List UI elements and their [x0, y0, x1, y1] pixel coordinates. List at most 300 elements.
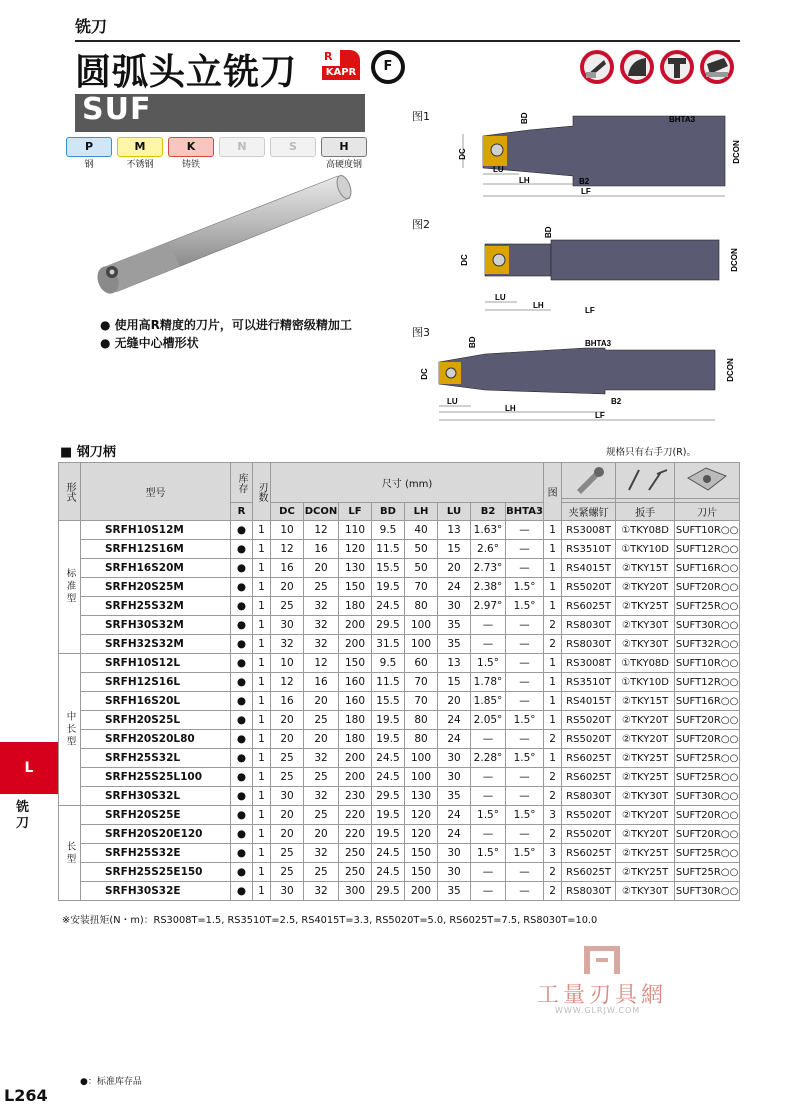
model-cell: SRFH10S12M — [81, 521, 231, 540]
table-cell: SUFT20R○○ — [675, 578, 740, 597]
table-cell: 70 — [405, 692, 438, 711]
table-cell: — — [506, 540, 544, 559]
model-cell: SRFH20S25E — [81, 806, 231, 825]
table-cell: 20 — [304, 559, 339, 578]
table-cell: ②TKY25T — [616, 597, 675, 616]
table-cell: ②TKY20T — [616, 730, 675, 749]
table-cell: ● — [231, 597, 253, 616]
watermark-url: WWW.GLRJW.COM — [555, 1006, 641, 1015]
table-cell: — — [506, 768, 544, 787]
table-cell: 29.5 — [372, 787, 405, 806]
header-col-b2: B2 — [471, 503, 506, 521]
header-col-dcon: DCON — [304, 503, 339, 521]
table-cell: 2.73° — [471, 559, 506, 578]
table-cell: 20 — [271, 578, 304, 597]
fig2-lu: LU — [495, 293, 506, 302]
table-cell: 1 — [253, 711, 271, 730]
table-cell: 30 — [438, 749, 471, 768]
section-label: 铣刀 — [75, 17, 108, 36]
material-m: M — [117, 137, 163, 157]
table-cell: RS6025T — [562, 863, 616, 882]
model-cell: SRFH20S25M — [81, 578, 231, 597]
model-cell: SRFH16S20L — [81, 692, 231, 711]
table-cell: 120 — [339, 540, 372, 559]
table-cell: RS8030T — [562, 635, 616, 654]
table-cell: 15 — [438, 673, 471, 692]
table-cell: 3 — [544, 844, 562, 863]
fig3-bd: BD — [468, 336, 477, 348]
table-row — [59, 521, 740, 540]
material-label-m: 不锈钢 — [126, 160, 154, 170]
top-rule — [75, 40, 740, 42]
table-cell: 19.5 — [372, 730, 405, 749]
fig3-dc: DC — [420, 368, 429, 380]
table-cell: RS6025T — [562, 768, 616, 787]
table-cell: 1 — [253, 597, 271, 616]
table-cell: 2 — [544, 616, 562, 635]
table-cell: 32 — [271, 635, 304, 654]
table-cell: 120 — [405, 806, 438, 825]
table-cell: RS6025T — [562, 749, 616, 768]
table-cell: 60 — [405, 654, 438, 673]
table-cell: 24.5 — [372, 844, 405, 863]
header-col-bd: BD — [372, 503, 405, 521]
table-cell: 250 — [339, 844, 372, 863]
table-cell: 10 — [271, 521, 304, 540]
series-name: SUF — [82, 92, 152, 127]
table-cell: 1.5° — [471, 844, 506, 863]
table-cell: 24.5 — [372, 768, 405, 787]
table-cell: 200 — [405, 882, 438, 901]
table-cell: 30 — [438, 844, 471, 863]
table-cell: 1.63° — [471, 521, 506, 540]
fig2-dc: DC — [460, 254, 469, 266]
material-label-k: 铸铁 — [181, 160, 200, 170]
insert-icon — [682, 464, 732, 494]
table-cell: RS3510T — [562, 673, 616, 692]
figure-2-drawing — [455, 224, 755, 314]
table-row — [59, 692, 740, 711]
fig3-bhta3: BHTA3 — [585, 339, 612, 348]
table-cell: 1.5° — [506, 806, 544, 825]
fig2-bd: BD — [544, 226, 553, 238]
table-cell: — — [506, 692, 544, 711]
table-cell: 100 — [405, 749, 438, 768]
table-cell: ②TKY20T — [616, 806, 675, 825]
table-cell: — — [471, 787, 506, 806]
table-cell: 150 — [405, 863, 438, 882]
table-cell: 25 — [304, 578, 339, 597]
table-cell: 11.5 — [372, 673, 405, 692]
fig1-bd: BD — [520, 112, 529, 124]
table-cell: 9.5 — [372, 521, 405, 540]
finishing-icon — [371, 50, 405, 84]
table-cell: 1 — [544, 692, 562, 711]
table-cell: 25 — [304, 711, 339, 730]
table-cell: ● — [231, 768, 253, 787]
table-cell: 15 — [438, 540, 471, 559]
model-cell: SRFH20S25L — [81, 711, 231, 730]
table-cell: 35 — [438, 616, 471, 635]
table-cell: 13 — [438, 654, 471, 673]
table-cell: 250 — [339, 863, 372, 882]
table-cell: 12 — [271, 540, 304, 559]
table-cell: ● — [231, 578, 253, 597]
table-cell: RS8030T — [562, 882, 616, 901]
table-cell: 1 — [253, 578, 271, 597]
table-cell: 50 — [405, 559, 438, 578]
table-cell: 24 — [438, 806, 471, 825]
table-cell: 2.05° — [471, 711, 506, 730]
material-k: K — [168, 137, 214, 157]
table-cell: 16 — [304, 673, 339, 692]
table-cell: 1 — [544, 578, 562, 597]
header-screw: 夹紧螺钉 — [562, 503, 616, 521]
table-cell: 100 — [405, 635, 438, 654]
table-cell: 25 — [304, 863, 339, 882]
header-col-lh: LH — [405, 503, 438, 521]
table-cell: 200 — [339, 749, 372, 768]
table-cell: ②TKY20T — [616, 711, 675, 730]
table-cell: 35 — [438, 882, 471, 901]
table-cell: — — [506, 882, 544, 901]
table-row — [59, 635, 740, 654]
table-cell: 160 — [339, 692, 372, 711]
table-cell: ● — [231, 654, 253, 673]
table-cell: ● — [231, 616, 253, 635]
table-cell: ● — [231, 730, 253, 749]
table-cell: 24 — [438, 730, 471, 749]
table-cell: ②TKY25T — [616, 844, 675, 863]
fig2-dcon: DCON — [730, 248, 739, 272]
table-cell: 150 — [339, 654, 372, 673]
fig2-lf: LF — [585, 306, 595, 315]
table-cell: ②TKY20T — [616, 825, 675, 844]
fig3-b2: B2 — [611, 397, 622, 406]
table-cell: — — [506, 673, 544, 692]
header-col-dc: DC — [271, 503, 304, 521]
table-cell: 1.5° — [506, 597, 544, 616]
table-cell: 30 — [271, 787, 304, 806]
table-cell: ● — [231, 787, 253, 806]
table-cell: 1 — [253, 521, 271, 540]
figure-3-label: 图3 — [412, 326, 430, 339]
table-cell: ● — [231, 521, 253, 540]
table-cell: 25 — [271, 863, 304, 882]
table-cell: RS3008T — [562, 521, 616, 540]
table-cell: 25 — [304, 806, 339, 825]
table-cell: — — [506, 559, 544, 578]
table-cell: 1 — [253, 730, 271, 749]
table-cell: ● — [231, 673, 253, 692]
fig1-lu: LU — [493, 165, 504, 174]
table-cell: 1 — [253, 749, 271, 768]
table-cell: RS3008T — [562, 654, 616, 673]
table-cell: ②TKY30T — [616, 616, 675, 635]
table-cell: ● — [231, 825, 253, 844]
table-cell: 2.6° — [471, 540, 506, 559]
table-cell: ● — [231, 844, 253, 863]
table-cell: 15.5 — [372, 559, 405, 578]
table-cell: SUFT20R○○ — [675, 806, 740, 825]
kapr-r: R — [324, 50, 333, 63]
table-cell: 32 — [304, 597, 339, 616]
table-cell: 80 — [405, 730, 438, 749]
table-cell: 300 — [339, 882, 372, 901]
header-col-lf: LF — [339, 503, 372, 521]
finishing-icon-label: F — [375, 54, 401, 80]
table-cell: 29.5 — [372, 616, 405, 635]
table-cell: RS4015T — [562, 692, 616, 711]
feature-2: ● 无缝中心槽形状 — [100, 336, 199, 350]
table-cell: 1 — [253, 825, 271, 844]
table-cell: 40 — [405, 521, 438, 540]
table-cell: 20 — [271, 825, 304, 844]
table-cell: 20 — [438, 559, 471, 578]
model-cell: SRFH20S20E120 — [81, 825, 231, 844]
table-cell: RS8030T — [562, 787, 616, 806]
table-cell: SUFT20R○○ — [675, 825, 740, 844]
table-cell: 120 — [405, 825, 438, 844]
table-cell: 19.5 — [372, 711, 405, 730]
table-cell: 35 — [438, 787, 471, 806]
table-cell: ②TKY30T — [616, 882, 675, 901]
table-cell: — — [471, 635, 506, 654]
table-cell: 1 — [544, 749, 562, 768]
table-cell: 32 — [304, 635, 339, 654]
table-cell: ②TKY30T — [616, 787, 675, 806]
table-cell: 31.5 — [372, 635, 405, 654]
model-cell: SRFH25S32L — [81, 749, 231, 768]
table-cell: 15.5 — [372, 692, 405, 711]
table-cell: ①TKY08D — [616, 521, 675, 540]
table-cell: SUFT32R○○ — [675, 635, 740, 654]
model-cell: SRFH25S25E150 — [81, 863, 231, 882]
table-cell: SUFT12R○○ — [675, 540, 740, 559]
table-cell: 19.5 — [372, 825, 405, 844]
table-cell: SUFT25R○○ — [675, 597, 740, 616]
table-cell: RS5020T — [562, 711, 616, 730]
table-cell: 220 — [339, 825, 372, 844]
table-cell: — — [471, 768, 506, 787]
fig3-lu: LU — [447, 397, 458, 406]
table-cell: 200 — [339, 768, 372, 787]
table-cell: SUFT25R○○ — [675, 863, 740, 882]
insert-icon-cell — [675, 463, 740, 499]
table-cell: RS3510T — [562, 540, 616, 559]
table-cell: 1.5° — [506, 844, 544, 863]
table-cell: RS5020T — [562, 806, 616, 825]
material-s: S — [270, 137, 316, 157]
table-cell: 70 — [405, 673, 438, 692]
table-cell: 24 — [438, 825, 471, 844]
model-cell: SRFH16S20M — [81, 559, 231, 578]
table-cell: 25 — [271, 749, 304, 768]
table-cell: 30 — [271, 616, 304, 635]
material-p: P — [66, 137, 112, 157]
header-wrench: 扳手 — [616, 503, 675, 521]
table-cell: SUFT30R○○ — [675, 787, 740, 806]
table-cell: — — [506, 635, 544, 654]
table-cell: 1 — [253, 559, 271, 578]
table-cell: SUFT10R○○ — [675, 521, 740, 540]
table-cell: 1 — [253, 787, 271, 806]
table-row — [59, 616, 740, 635]
table-cell: ①TKY10D — [616, 673, 675, 692]
side-tab-label: 铣刀 — [16, 800, 30, 831]
table-row — [59, 825, 740, 844]
table-cell: ②TKY25T — [616, 863, 675, 882]
table-cell: 2 — [544, 863, 562, 882]
table-cell: 12 — [304, 521, 339, 540]
table-note: 规格只有右手刀(R)。 — [606, 447, 697, 458]
torque-footnote: ※安装扭矩(N・m)：RS3008T=1.5, RS3510T=2.5, RS4015T=3.3, RS5020T=5.0, RS6025T=7.5, RS8030T=10.0 — [62, 915, 598, 926]
table-cell: — — [506, 616, 544, 635]
table-cell: 1.5° — [471, 806, 506, 825]
table-cell: 1 — [544, 673, 562, 692]
table-cell: 2.28° — [471, 749, 506, 768]
table-cell: ● — [231, 806, 253, 825]
table-cell: 1.5° — [506, 749, 544, 768]
table-cell: 130 — [339, 559, 372, 578]
table-cell: 2.38° — [471, 578, 506, 597]
table-row — [59, 787, 740, 806]
table-cell: 1 — [253, 844, 271, 863]
watermark-logo — [580, 944, 624, 978]
table-cell: 24 — [438, 711, 471, 730]
table-cell: 160 — [339, 673, 372, 692]
header-model: 型号 — [81, 463, 231, 521]
table-cell: 20 — [304, 825, 339, 844]
table-cell: 80 — [405, 711, 438, 730]
table-row — [59, 730, 740, 749]
table-cell: SUFT30R○○ — [675, 882, 740, 901]
table-row — [59, 749, 740, 768]
header-type: 形式 — [59, 463, 81, 521]
table-cell: 20 — [438, 692, 471, 711]
table-cell: 1 — [544, 559, 562, 578]
table-cell: 32 — [304, 882, 339, 901]
table-cell: 150 — [405, 844, 438, 863]
header-col-bhta3: BHTA3 — [506, 503, 544, 521]
figure-2-label: 图2 — [412, 218, 430, 231]
table-cell: 25 — [271, 768, 304, 787]
table-row — [59, 711, 740, 730]
table-cell: 20 — [271, 730, 304, 749]
fig1-bhta3: BHTA3 — [669, 115, 696, 124]
table-cell: 2 — [544, 882, 562, 901]
table-cell: SUFT20R○○ — [675, 730, 740, 749]
table-cell: 1.5° — [506, 578, 544, 597]
table-cell: 110 — [339, 521, 372, 540]
model-cell: SRFH30S32L — [81, 787, 231, 806]
table-cell: ②TKY15T — [616, 559, 675, 578]
table-cell: 32 — [304, 844, 339, 863]
table-cell: 2 — [544, 730, 562, 749]
feature-1: ● 使用高R精度的刀片，可以进行精密级精加工 — [100, 318, 352, 332]
kapr-label: KAPR — [322, 66, 360, 80]
table-cell: ②TKY15T — [616, 692, 675, 711]
table-cell: 1 — [544, 711, 562, 730]
page-title: 圆弧头立铣刀 — [75, 52, 298, 93]
table-cell: 2 — [544, 635, 562, 654]
table-cell: 180 — [339, 597, 372, 616]
header-flutes: 刃数 — [253, 463, 271, 521]
table-cell: 10 — [271, 654, 304, 673]
table-cell: 1.5° — [471, 654, 506, 673]
table-cell: 230 — [339, 787, 372, 806]
wrench-icon — [619, 464, 671, 494]
table-cell: 3 — [544, 806, 562, 825]
table-cell: SUFT10R○○ — [675, 654, 740, 673]
table-cell: RS5020T — [562, 730, 616, 749]
table-cell: 32 — [304, 787, 339, 806]
table-cell: 2.97° — [471, 597, 506, 616]
screw-icon-cell — [562, 463, 616, 499]
table-cell: 220 — [339, 806, 372, 825]
table-cell: 1 — [544, 540, 562, 559]
table-cell: ● — [231, 749, 253, 768]
table-cell: — — [506, 787, 544, 806]
table-row — [59, 559, 740, 578]
table-cell: 1 — [544, 521, 562, 540]
table-cell: ②TKY30T — [616, 635, 675, 654]
model-cell: SRFH20S20L80 — [81, 730, 231, 749]
table-cell: RS6025T — [562, 844, 616, 863]
table-row — [59, 654, 740, 673]
table-cell: 9.5 — [372, 654, 405, 673]
stock-legend: ●：标准库存品 — [80, 1077, 142, 1087]
table-cell: ● — [231, 882, 253, 901]
table-cell: 16 — [271, 692, 304, 711]
table-cell: ②TKY25T — [616, 768, 675, 787]
material-n: N — [219, 137, 265, 157]
table-cell: RS5020T — [562, 825, 616, 844]
model-cell: SRFH12S16M — [81, 540, 231, 559]
table-cell: 19.5 — [372, 578, 405, 597]
table-cell: 29.5 — [372, 882, 405, 901]
table-cell: SUFT25R○○ — [675, 749, 740, 768]
table-cell: 1 — [253, 540, 271, 559]
table-cell: 200 — [339, 616, 372, 635]
fig3-dcon: DCON — [726, 358, 735, 382]
table-cell: 180 — [339, 711, 372, 730]
table-cell: 2 — [544, 825, 562, 844]
table-cell: 12 — [304, 654, 339, 673]
fig2-lh: LH — [533, 301, 544, 310]
table-cell: 1.78° — [471, 673, 506, 692]
page-number: L264 — [4, 1086, 48, 1105]
table-cell: 20 — [271, 711, 304, 730]
table-cell: 1 — [253, 806, 271, 825]
header-col-lu: LU — [438, 503, 471, 521]
material-label-h: 高硬度钢 — [325, 160, 362, 170]
table-cell: 1 — [253, 635, 271, 654]
screw-icon — [569, 464, 609, 494]
table-cell: 20 — [304, 730, 339, 749]
fig1-b2: B2 — [579, 177, 590, 186]
table-cell: — — [506, 825, 544, 844]
model-cell: SRFH30S32E — [81, 882, 231, 901]
table-cell: 30 — [438, 768, 471, 787]
model-cell: SRFH30S32M — [81, 616, 231, 635]
table-cell: 1 — [253, 692, 271, 711]
table-cell: ● — [231, 863, 253, 882]
table-heading: ■ 钢刀柄 — [60, 445, 116, 460]
table-cell: RS6025T — [562, 597, 616, 616]
table-cell: SUFT12R○○ — [675, 673, 740, 692]
table-cell: 180 — [339, 730, 372, 749]
